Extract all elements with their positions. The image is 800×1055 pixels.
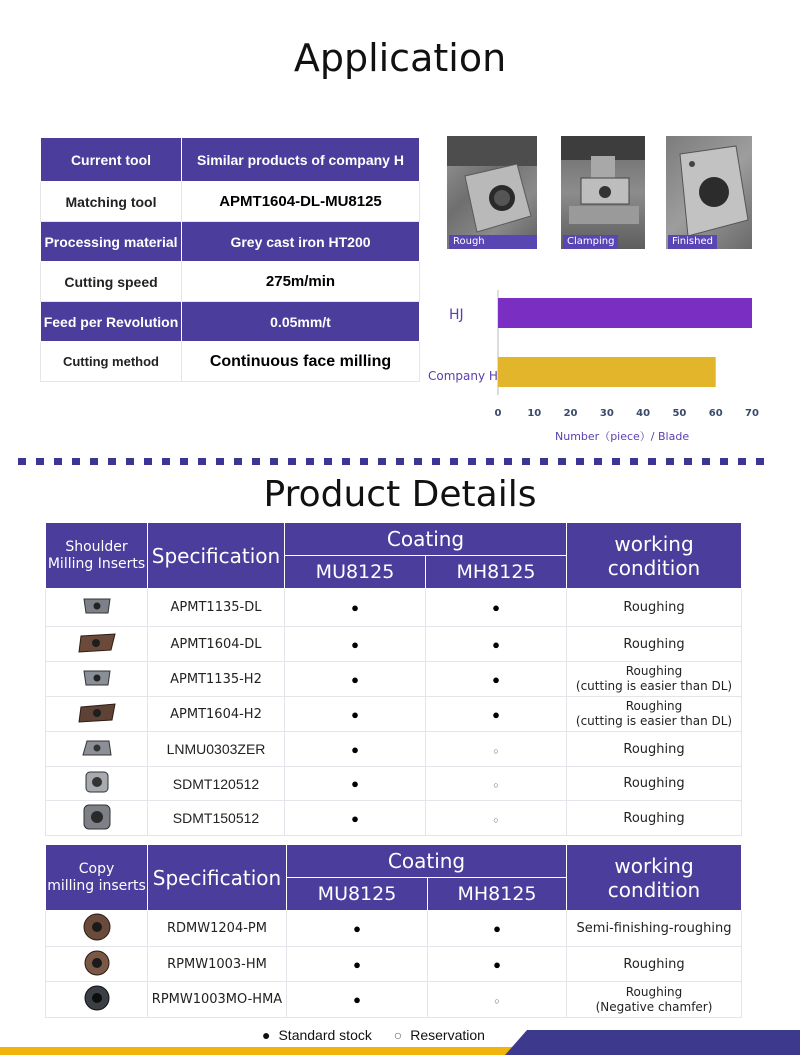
condition-cell: Roughing xyxy=(567,589,742,627)
mu-stock-cell xyxy=(285,801,426,836)
insert-icon xyxy=(77,632,117,657)
insert-image xyxy=(46,697,148,732)
stock-dot-icon: ○ xyxy=(493,780,499,790)
x-axis-label: Number（piece）/ Blade xyxy=(555,430,690,443)
x-tick-label: 0 xyxy=(494,408,502,419)
stock-dot-icon: ● xyxy=(351,706,359,722)
stock-dot-icon: ○ xyxy=(493,745,499,756)
row-label: Cutting speed xyxy=(41,262,182,302)
x-tick-label: 20 xyxy=(563,408,578,419)
finished-photo xyxy=(666,136,752,249)
stock-dot-icon: ● xyxy=(351,741,359,757)
mh-stock-cell xyxy=(426,662,567,697)
row-label: Matching tool xyxy=(41,182,182,222)
finished-image xyxy=(666,136,752,249)
condition-cell: Roughing xyxy=(567,801,742,836)
mu-stock-cell xyxy=(285,627,426,662)
table-row xyxy=(46,662,742,697)
mu-stock-cell xyxy=(285,732,426,767)
coating-header: Coating xyxy=(287,845,567,878)
table-row xyxy=(46,767,742,801)
spec-cell: APMT1135-H2 xyxy=(148,662,285,697)
mh-stock-cell xyxy=(428,911,567,947)
insert-image xyxy=(46,911,148,947)
spec-header: Specification xyxy=(148,523,285,589)
spec-cell: LNMU0303ZER xyxy=(148,732,285,767)
spec-cell: RPMW1003-HM xyxy=(148,947,287,982)
photo-caption: Finished xyxy=(668,235,717,249)
insert-type-header: Shoulder Milling Inserts xyxy=(46,523,148,589)
row-value: 275m/min xyxy=(182,262,420,302)
header-cell: Current tool xyxy=(41,138,182,182)
grade-header: MU8125 xyxy=(287,878,428,911)
table-row xyxy=(41,222,420,262)
table-row xyxy=(46,947,742,982)
insert-type-header: Copy milling inserts xyxy=(46,845,148,911)
table-row xyxy=(46,627,742,662)
mh-stock-cell xyxy=(428,947,567,982)
mu-stock-cell xyxy=(285,697,426,732)
condition-header: working condition xyxy=(567,845,742,911)
stock-dot-icon: ● xyxy=(351,776,359,791)
table-row xyxy=(46,911,742,947)
insert-image xyxy=(46,947,148,982)
chart-category-label: Company H xyxy=(428,369,498,383)
photo-caption: Clamping xyxy=(563,235,618,249)
insert-image xyxy=(46,662,148,697)
spec-cell: SDMT150512 xyxy=(148,801,285,836)
bottom-purple-band xyxy=(505,1030,800,1055)
stock-dot-icon: ● xyxy=(351,600,359,615)
row-label: Cutting method xyxy=(41,342,182,382)
stock-dot-icon: ○ xyxy=(494,996,500,1006)
condition-cell: Roughing xyxy=(567,947,742,982)
table-header-row xyxy=(41,138,420,182)
photo-caption: Rough workpiece xyxy=(449,235,537,249)
condition-cell: Roughing (Negative chamfer) xyxy=(567,982,742,1018)
stock-dot-icon: ● xyxy=(492,636,500,652)
row-label: Feed per Revolution xyxy=(41,302,182,342)
grade-header: MU8125 xyxy=(285,556,426,589)
clamping-image xyxy=(561,136,645,249)
table-row xyxy=(41,342,420,382)
workpiece-image xyxy=(447,136,537,249)
stock-dot-icon: ○ xyxy=(493,814,499,825)
stock-dot-icon: ● xyxy=(492,600,500,615)
mu-stock-cell xyxy=(285,589,426,627)
row-value: Continuous face milling xyxy=(182,342,420,382)
condition-cell: Roughing (cutting is easier than DL) xyxy=(567,662,742,697)
spec-cell: APMT1135-DL xyxy=(148,589,285,627)
table-row xyxy=(46,982,742,1018)
table-row xyxy=(41,262,420,302)
insert-icon xyxy=(82,948,112,981)
insert-icon xyxy=(82,669,112,690)
insert-icon xyxy=(81,802,113,835)
stock-dot-icon: ● xyxy=(353,921,361,936)
insert-image xyxy=(46,732,148,767)
mh-stock-cell xyxy=(426,589,567,627)
bar-company-h xyxy=(498,357,716,387)
condition-header: working condition xyxy=(567,523,742,589)
grade-header: MH8125 xyxy=(426,556,567,589)
copy-inserts-table xyxy=(45,844,742,1018)
table-row xyxy=(41,182,420,222)
condition-cell: Roughing xyxy=(567,732,742,767)
insert-icon xyxy=(77,702,117,727)
table-row xyxy=(46,732,742,767)
insert-image xyxy=(46,982,148,1018)
x-tick-label: 60 xyxy=(708,408,723,419)
row-value: APMT1604-DL-MU8125 xyxy=(182,182,420,222)
insert-icon xyxy=(82,983,112,1016)
stock-dot-icon: ● xyxy=(493,956,501,972)
spec-cell: SDMT120512 xyxy=(148,767,285,801)
mu-stock-cell xyxy=(287,911,428,947)
stock-dot-icon: ● xyxy=(351,671,359,687)
stock-dot-icon: ● xyxy=(492,671,500,687)
bar-hj xyxy=(498,298,752,328)
legend-standard: Standard stock xyxy=(278,1027,372,1043)
insert-image xyxy=(46,801,148,836)
spec-cell: APMT1604-DL xyxy=(148,627,285,662)
mh-stock-cell xyxy=(426,767,567,801)
chart-category-label: HJ xyxy=(449,307,464,323)
x-tick-label: 40 xyxy=(636,408,651,419)
mu-stock-cell xyxy=(285,767,426,801)
filled-dot-icon: ● xyxy=(262,1027,271,1043)
x-tick-label: 70 xyxy=(745,408,759,419)
bar-chart xyxy=(440,285,780,410)
insert-icon xyxy=(82,912,112,945)
table-row xyxy=(46,589,742,627)
application-table xyxy=(40,137,420,382)
legend-reservation: Reservation xyxy=(410,1027,485,1043)
condition-cell: Roughing xyxy=(567,627,742,662)
shoulder-inserts-table xyxy=(45,522,742,836)
insert-image xyxy=(46,589,148,627)
mu-stock-cell xyxy=(287,947,428,982)
mh-stock-cell xyxy=(426,801,567,836)
insert-image xyxy=(46,627,148,662)
condition-cell: Roughing (cutting is easier than DL) xyxy=(567,697,742,732)
dotted-divider xyxy=(18,458,770,465)
insert-image xyxy=(46,767,148,801)
legend xyxy=(262,1027,493,1043)
stock-dot-icon: ● xyxy=(351,810,359,826)
x-tick-label: 10 xyxy=(527,408,542,419)
mu-stock-cell xyxy=(287,982,428,1018)
mh-stock-cell xyxy=(426,732,567,767)
stock-dot-icon: ● xyxy=(493,921,501,936)
header-cell: Similar products of company H xyxy=(182,138,420,182)
row-value: Grey cast iron HT200 xyxy=(182,222,420,262)
spec-cell: APMT1604-H2 xyxy=(148,697,285,732)
x-tick-label: 30 xyxy=(599,408,614,419)
application-title: Application xyxy=(293,36,507,80)
spec-header: Specification xyxy=(148,845,287,911)
stock-dot-icon: ● xyxy=(492,706,500,722)
table-row xyxy=(46,697,742,732)
table-row xyxy=(41,302,420,342)
insert-icon xyxy=(81,739,113,760)
grade-header: MH8125 xyxy=(428,878,567,911)
row-label: Processing material xyxy=(41,222,182,262)
product-details-title: Product Details xyxy=(263,474,537,515)
stock-dot-icon: ● xyxy=(353,992,361,1007)
x-tick-label: 50 xyxy=(672,408,687,419)
condition-cell: Semi-finishing-roughing xyxy=(567,911,742,947)
stock-dot-icon: ● xyxy=(353,956,361,972)
insert-icon xyxy=(83,769,111,798)
spec-cell: RPMW1003MO-HMA xyxy=(148,982,287,1018)
table-row xyxy=(46,801,742,836)
stock-dot-icon: ● xyxy=(351,636,359,652)
row-value: 0.05mm/t xyxy=(182,302,420,342)
clamping-photo xyxy=(561,136,645,249)
mh-stock-cell xyxy=(426,697,567,732)
insert-icon xyxy=(82,597,112,618)
mh-stock-cell xyxy=(426,627,567,662)
open-dot-icon: ○ xyxy=(393,1027,403,1043)
spec-cell: RDMW1204-PM xyxy=(148,911,287,947)
condition-cell: Roughing xyxy=(567,767,742,801)
mh-stock-cell xyxy=(428,982,567,1018)
coating-header: Coating xyxy=(285,523,567,556)
rough-workpiece-photo xyxy=(447,136,537,261)
mu-stock-cell xyxy=(285,662,426,697)
